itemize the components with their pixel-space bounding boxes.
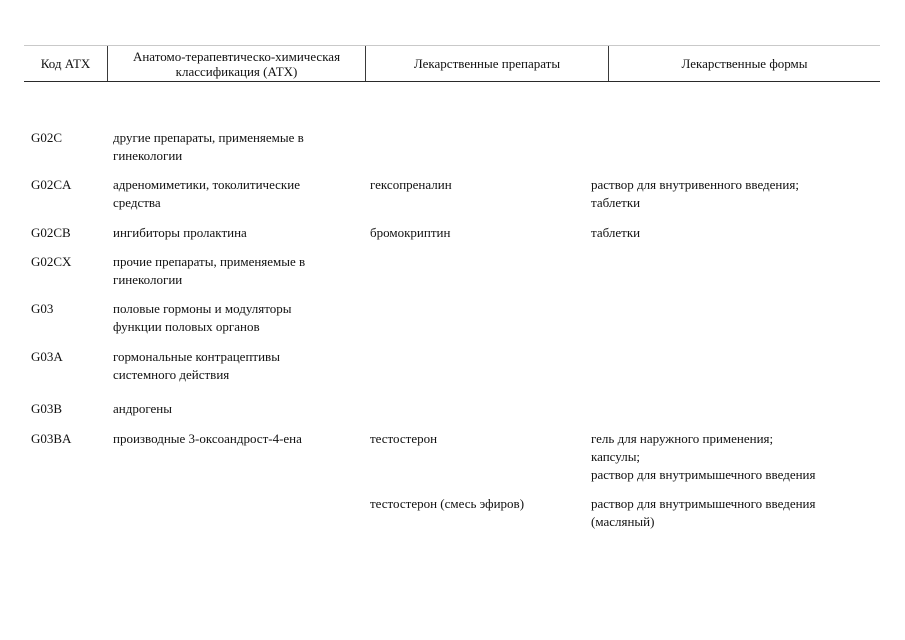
row-classification: ингибиторы пролактина	[113, 225, 247, 240]
header-drugs: Лекарственные препараты	[365, 46, 608, 81]
row-classification: производные 3-оксоандрост-4-ена	[113, 431, 302, 446]
row-classification: половые гормоны и модуляторы функции половых органов	[113, 301, 292, 334]
row-code: G02CA	[31, 177, 72, 192]
row-classification: другие препараты, применяемые в гинекологии	[113, 130, 304, 163]
row-code: G02CX	[31, 254, 72, 269]
row-code: G03	[31, 301, 54, 316]
header-classification: Анатомо-терапевтическо-химическая классификация (АТХ)	[107, 46, 365, 81]
header-forms: Лекарственные формы	[608, 46, 880, 81]
row-form: раствор для внутримышечного введения (масляный)	[591, 496, 816, 529]
row-code: G03B	[31, 401, 63, 416]
row-drug: тестостерон (смесь эфиров)	[370, 496, 525, 511]
row-drug: тестостерон	[370, 431, 438, 446]
row-drug: гексопреналин	[370, 177, 452, 192]
row-code: G03BA	[31, 431, 72, 446]
row-classification: адреномиметики, токолитические средства	[113, 177, 300, 210]
row-drug: бромокриптин	[370, 225, 451, 240]
row-classification: гормональные контрацептивы системного действия	[113, 349, 280, 382]
row-form: гель для наружного применения; капсулы; раствор для внутримышечного введения	[591, 431, 816, 482]
header-code: Код АТХ	[40, 56, 91, 71]
row-code: G02CB	[31, 225, 71, 240]
row-form: раствор для внутривенного введения; таблетки	[591, 177, 799, 210]
row-classification: прочие препараты, применяемые в гинекологии	[113, 254, 306, 287]
row-classification: андрогены	[113, 401, 172, 416]
row-form: таблетки	[591, 225, 641, 240]
row-code: G02C	[31, 130, 63, 145]
row-code: G03A	[31, 349, 63, 364]
